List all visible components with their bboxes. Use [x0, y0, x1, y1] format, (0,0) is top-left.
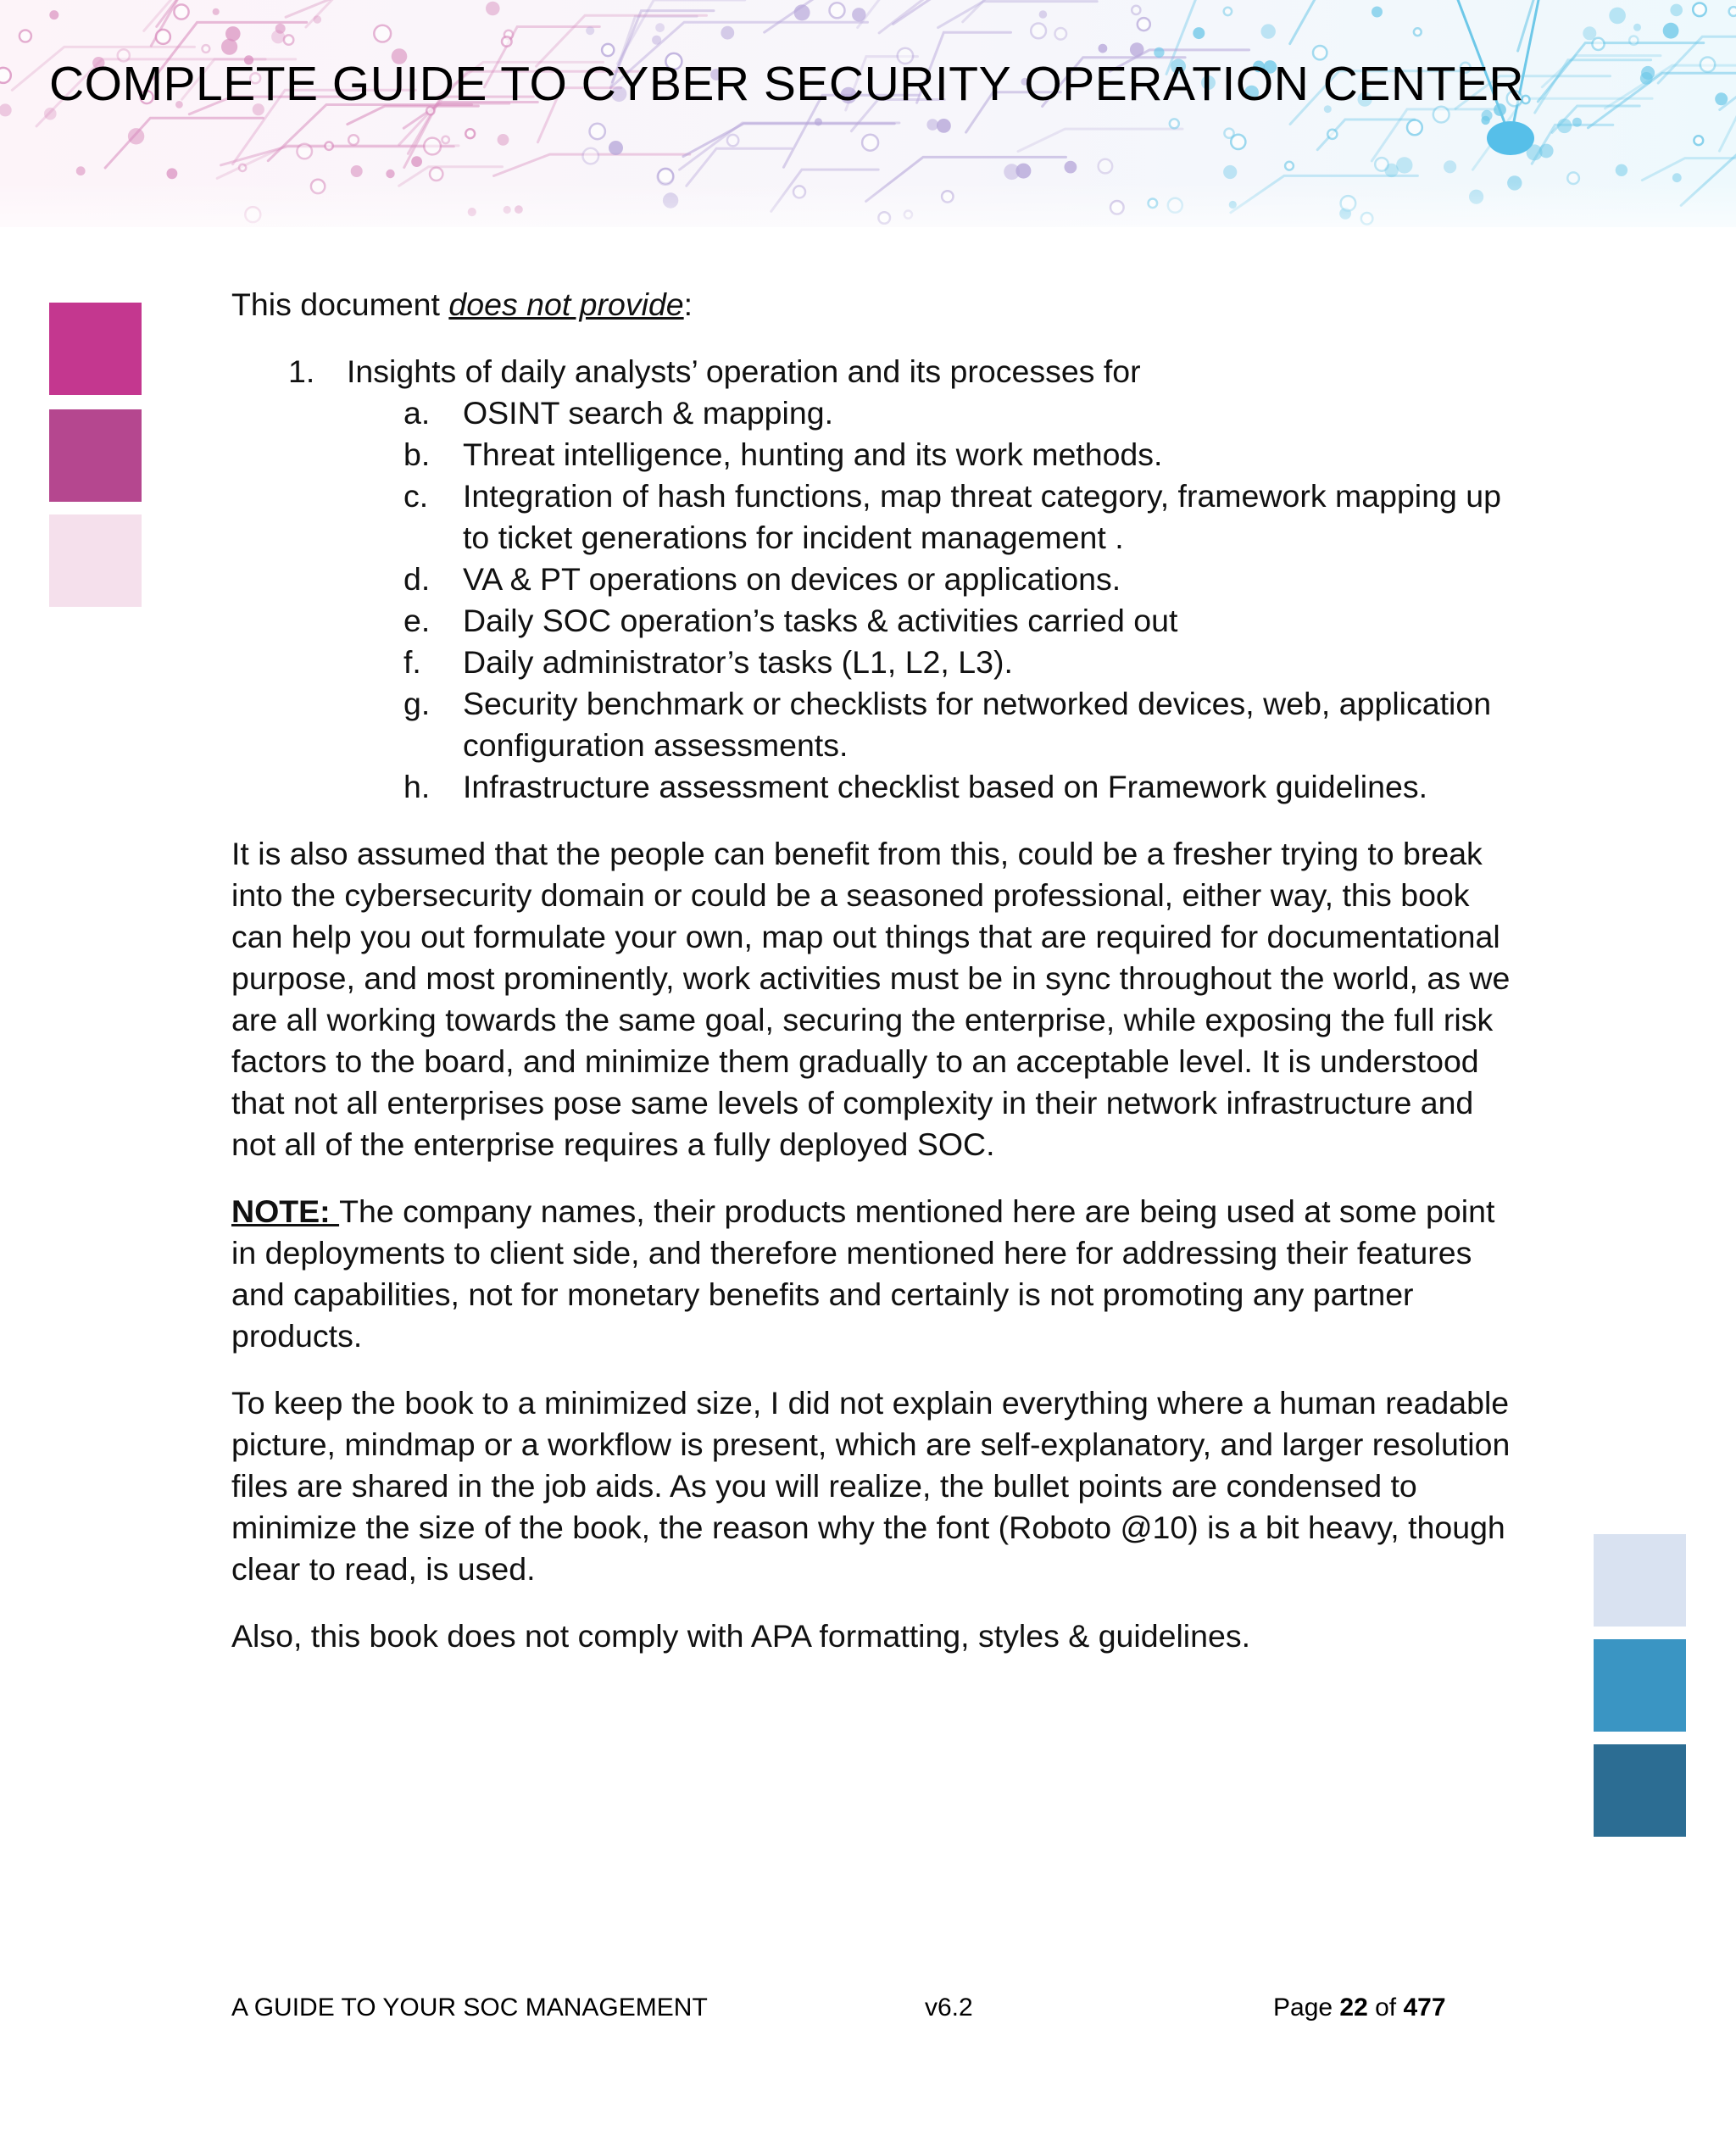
list-item-text: Integration of hash functions, map threat category, framework mapping up to ticket generations for incident management .: [463, 478, 1501, 555]
list-marker: e.: [403, 603, 431, 638]
numbered-item-text: Insights of daily analysts’ operation and its processes for: [347, 353, 1141, 389]
list-item-text: Daily SOC operation’s tasks & activities carried out: [463, 603, 1178, 638]
page-prefix: Page: [1273, 1994, 1340, 2021]
list-item: [231, 559, 1520, 600]
list-item: [231, 683, 1520, 766]
list-item: [231, 475, 1520, 559]
page-total: 477: [1403, 1994, 1446, 2021]
intro-prefix: This document: [231, 286, 449, 322]
list-item: [231, 766, 1520, 808]
intro-sentence: [231, 284, 1520, 325]
footer-page-number: [1273, 1994, 1446, 2022]
page-title: COMPLETE GUIDE TO CYBER SECURITY OPERATION CENTER: [49, 57, 1525, 111]
list-marker: a.: [403, 395, 431, 431]
footer-version: v6.2: [925, 1994, 973, 2021]
circuit-background: [0, 0, 1736, 227]
list-item-text: VA & PT operations on devices or applications.: [463, 561, 1121, 597]
left-swatch-blush: [49, 514, 142, 607]
note-text: The company names, their products mentioned here are being used at some point in deployments to client side, and therefore mentioned here for addressing their features and capabilities, not for monetary benefits and certainly is not promoting any partner products.: [231, 1193, 1495, 1354]
list-marker: b.: [403, 437, 431, 472]
list-item-text: Security benchmark or checklists for networked devices, web, application configuration assessments.: [463, 686, 1492, 763]
page-mid: of: [1367, 1994, 1404, 2021]
paragraph-book-size: To keep the book to a minimized size, I did not explain everything where a human readable picture, mindmap or a workflow is present, which are self-explanatory, and larger resolution files are shared in the job aids. As you will realize, the bullet points are condensed to minimize the size of the book, the reason why the font (Roboto @10) is a bit heavy, though clear to read, is used.: [231, 1385, 1511, 1587]
list-item: [231, 434, 1520, 475]
page-current: 22: [1339, 1994, 1368, 2021]
list-item-text: Threat intelligence, hunting and its work methods.: [463, 437, 1163, 472]
list-item: [231, 392, 1520, 434]
list-marker: h.: [403, 769, 431, 804]
paragraph-apa: Also, this book does not comply with APA formatting, styles & guidelines.: [231, 1618, 1250, 1654]
right-swatch-steel-blue: [1594, 1744, 1686, 1837]
left-swatch-orchid: [49, 409, 142, 502]
list-item-text: OSINT search & mapping.: [463, 395, 833, 431]
list-marker: f.: [403, 644, 421, 680]
intro-emphasis: does not provide: [448, 286, 684, 322]
paragraph-assumed-audience: It is also assumed that the people can benefit from this, could be a fresher trying to break into the cybersecurity domain or could be a seasoned professional, either way, this book can help you out formulate your own, map out things that are required for documentational purpose, and most prominently, work activities must be in sync throughout the world, as we are all working towards the same goal, securing the enterprise, while exposing the full risk factors to the board, and minimize them gradually to an acceptable level. It is understood that not all enterprises pose same levels of complexity in their network infrastructure and not all of the enterprise requires a fully deployed SOC.: [231, 836, 1511, 1162]
right-swatch-sky-blue: [1594, 1639, 1686, 1732]
document-body: [231, 284, 1520, 1682]
sub-list: [231, 392, 1520, 808]
list-item: [231, 642, 1520, 683]
footer-title: A GUIDE TO YOUR SOC MANAGEMENT: [231, 1994, 708, 2021]
right-swatch-pale-blue: [1594, 1534, 1686, 1627]
list-marker: c.: [403, 478, 429, 514]
note-label: NOTE:: [231, 1193, 340, 1229]
numbered-item: [231, 351, 1520, 392]
list-number: 1.: [288, 353, 315, 389]
list-marker: d.: [403, 561, 431, 597]
intro-suffix: :: [683, 286, 693, 322]
list-item: [231, 600, 1520, 642]
list-item-text: Daily administrator’s tasks (L1, L2, L3).: [463, 644, 1013, 680]
list-marker: g.: [403, 686, 431, 721]
left-swatch-magenta: [49, 303, 142, 395]
header-band: [0, 0, 1736, 227]
list-item-text: Infrastructure assessment checklist based on Framework guidelines.: [463, 769, 1428, 804]
note-paragraph: [231, 1191, 1520, 1357]
